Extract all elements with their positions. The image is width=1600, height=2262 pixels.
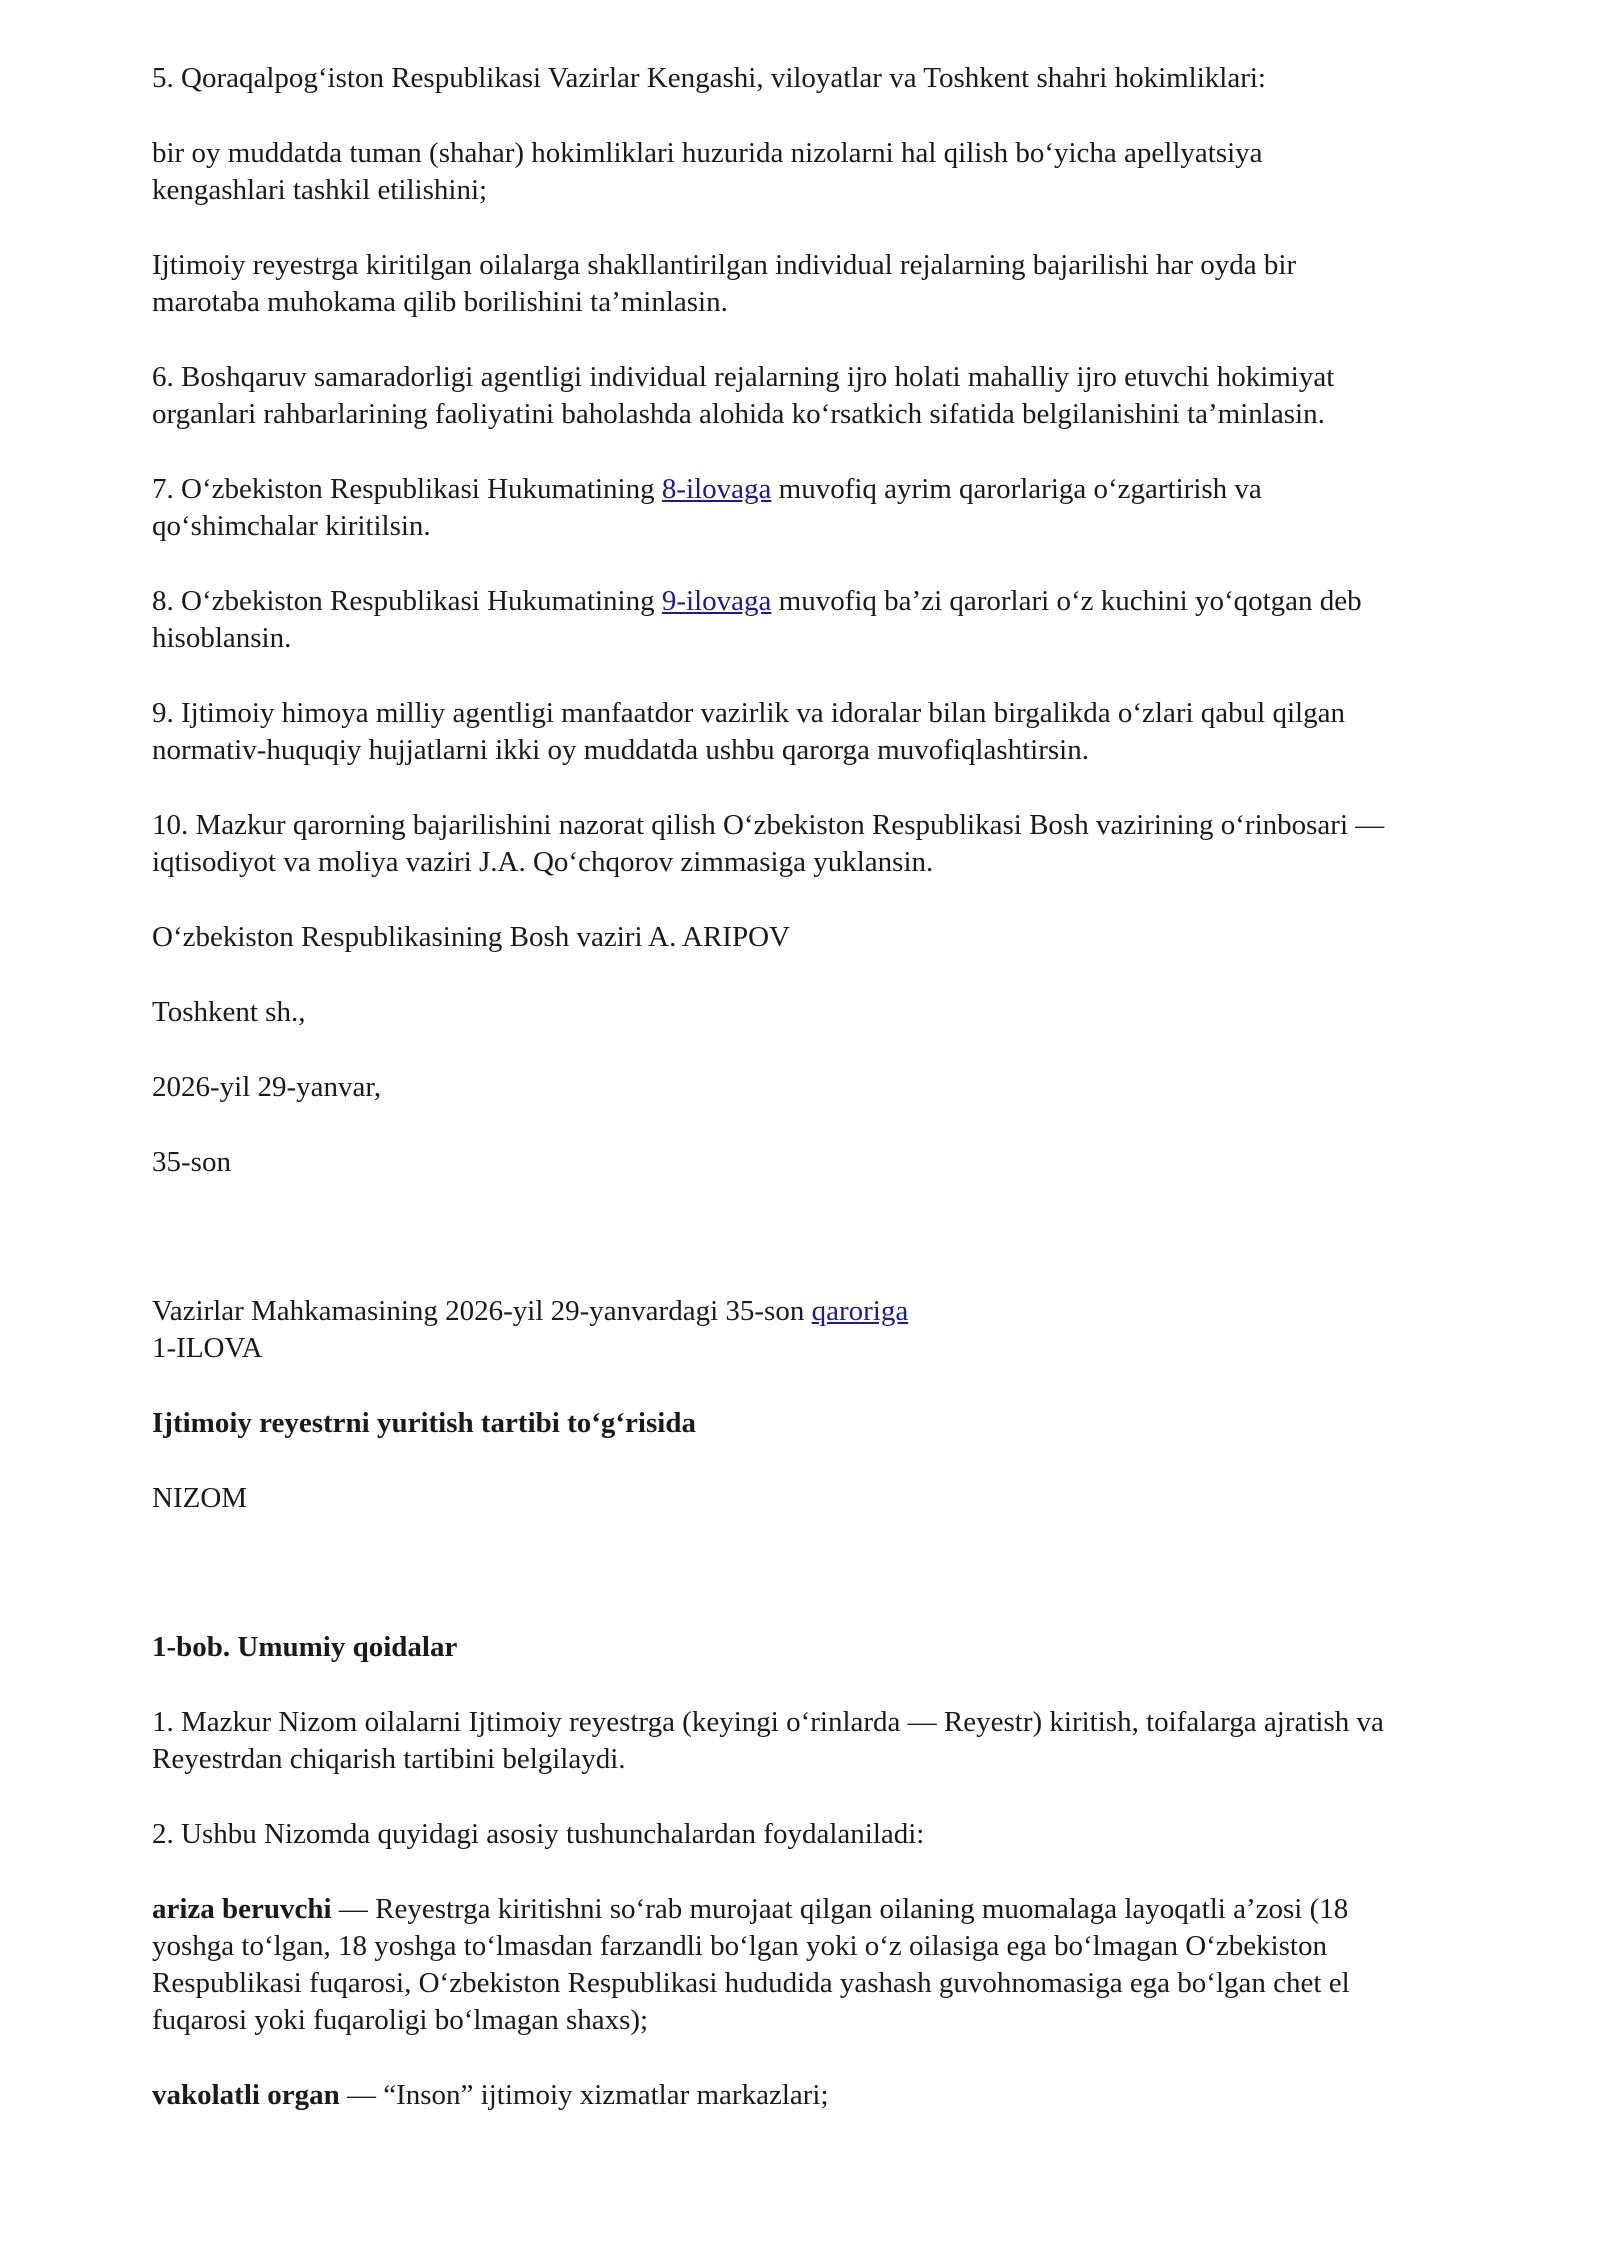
clause-8: [152, 583, 1528, 657]
chapter-heading-text: 1-bob. Umumiy qoidalar: [152, 1631, 458, 1663]
text-line: fuqarosi yoki fuqaroligi bo‘lmagan shaxs);: [152, 2004, 649, 2036]
signer-name: O‘zbekiston Respublikasining Bosh vaziri A. ARIPOV: [152, 921, 790, 953]
number-text: 35-son: [152, 1146, 231, 1178]
resolution-link[interactable]: qaroriga: [811, 1295, 909, 1327]
chapter-1-paragraph-1: [152, 1704, 1528, 1778]
document-page: [152, 60, 1528, 2152]
signature-date: [152, 1069, 1528, 1106]
text-line: 6. Boshqaruv samaradorligi agentligi individual rejalarning ijro holati mahalliy ijro etuvchi hokimiyat: [152, 361, 1335, 393]
text-line: [152, 583, 1528, 620]
clause-7: [152, 471, 1528, 545]
text-line: [152, 2077, 1528, 2114]
text-line: [152, 471, 1528, 508]
regulation-title: [152, 1405, 1528, 1442]
clause-7-text: 7. O‘zbekiston Respublikasi Hukumatining: [152, 473, 662, 505]
signature-place: [152, 994, 1528, 1031]
regulation-doc-type: [152, 1480, 1528, 1517]
definition-authorized-body: [152, 2077, 1528, 2114]
signature-number: [152, 1144, 1528, 1181]
clause-9: [152, 695, 1528, 769]
clause-5-item-individual-plans: [152, 247, 1528, 321]
text-line: 10. Mazkur qarorning bajarilishini nazorat qilish O‘zbekiston Respublikasi Bosh vazirining o‘rinbosari —: [152, 809, 1385, 841]
place-text: Toshkent sh.,: [152, 996, 306, 1028]
text-line: Reyestrdan chiqarish tartibini belgilaydi.: [152, 1743, 626, 1775]
clause-7-text-after: muvofiq ayrim qarorlariga o‘zgartirish va: [771, 473, 1262, 505]
definition-applicant: [152, 1891, 1528, 2039]
text-line: 9. Ijtimoiy himoya milliy agentligi manfaatdor vazirlik va idoralar bilan birgalikda o‘zlari qabul qilgan: [152, 697, 1345, 729]
title-text: Ijtimoiy reyestrni yuritish tartibi to‘g‘risida: [152, 1407, 696, 1439]
doc-type-text: NIZOM: [152, 1482, 248, 1514]
text-line: 5. Qoraqalpog‘iston Respublikasi Vazirlar Kengashi, viloyatlar va Toshkent shahri hokimliklari:: [152, 62, 1266, 94]
text-line: qo‘shimchalar kiritilsin.: [152, 510, 431, 542]
text-line: [152, 1891, 1528, 1928]
annex-label: 1-ILOVA: [152, 1332, 263, 1364]
text-line: 1. Mazkur Nizom oilalarni Ijtimoiy reyestrga (keyingi o‘rinlarda — Reyestr) kiritish, toifalarga ajratish va: [152, 1706, 1384, 1738]
annex-reference-text: Vazirlar Mahkamasining 2026-yil 29-yanvardagi 35-son: [152, 1295, 812, 1327]
text-line: bir oy muddatda tuman (shahar) hokimliklari huzurida nizolarni hal qilish bo‘yicha apellyatsiya: [152, 137, 1263, 169]
text-line: marotaba muhokama qilib borilishini ta’minlasin.: [152, 286, 728, 318]
signature-signer: [152, 919, 1528, 956]
text-line: iqtisodiyot va moliya vaziri J.A. Qo‘chqorov zimmasiga yuklansin.: [152, 846, 934, 878]
clause-5-item-appeal-councils: [152, 135, 1528, 209]
text-line: 2. Ushbu Nizomda quyidagi asosiy tushunchalardan foydalaniladi:: [152, 1818, 925, 1850]
clause-8-text-after: muvofiq ba’zi qarorlari o‘z kuchini yo‘qotgan deb: [771, 585, 1362, 617]
definition-text: — Reyestrga kiritishni so‘rab murojaat qilgan oilaning muomalaga layoqatli a’zosi (18: [331, 1893, 1349, 1925]
annex-8-link[interactable]: 8-ilovaga: [661, 473, 772, 505]
chapter-1-paragraph-2: [152, 1816, 1528, 1853]
text-line: yoshga to‘lgan, 18 yoshga to‘lmasdan farzandli bo‘lgan yoki o‘z oilasiga ega bo‘lmagan O‘zbekiston: [152, 1930, 1327, 1962]
clause-5-intro: [152, 60, 1528, 97]
text-line: normativ-huquqiy hujjatlarni ikki oy muddatda ushbu qarorga muvofiqlashtirsin.: [152, 734, 1089, 766]
date-text: 2026-yil 29-yanvar,: [152, 1071, 382, 1103]
definition-text: — “Inson” ijtimoiy xizmatlar markazlari;: [339, 2079, 829, 2111]
annex-9-link[interactable]: 9-ilovaga: [661, 585, 772, 617]
text-line: organlari rahbarlarining faoliyatini baholashda alohida ko‘rsatkich sifatida belgilanishini ta’minlasin.: [152, 398, 1325, 430]
definition-term: vakolatli organ: [152, 2079, 340, 2111]
text-line: kengashlari tashkil etilishini;: [152, 174, 488, 206]
chapter-1-heading: [152, 1629, 1528, 1666]
annex-reference: [152, 1293, 1528, 1330]
text-line: Ijtimoiy reyestrga kiritilgan oilalarga shakllantirilgan individual rejalarning bajarilishi har oyda bir: [152, 249, 1297, 281]
text-line: Respublikasi fuqarosi, O‘zbekiston Respublikasi hududida yashash guvohnomasiga ega bo‘lgan chet el: [152, 1967, 1350, 1999]
clause-10: [152, 807, 1528, 881]
clause-8-text: 8. O‘zbekiston Respublikasi Hukumatining: [152, 585, 662, 617]
annex-header: [152, 1293, 1528, 1367]
text-line: hisoblansin.: [152, 622, 292, 654]
definition-term: ariza beruvchi: [152, 1893, 332, 1925]
clause-6: [152, 359, 1528, 433]
